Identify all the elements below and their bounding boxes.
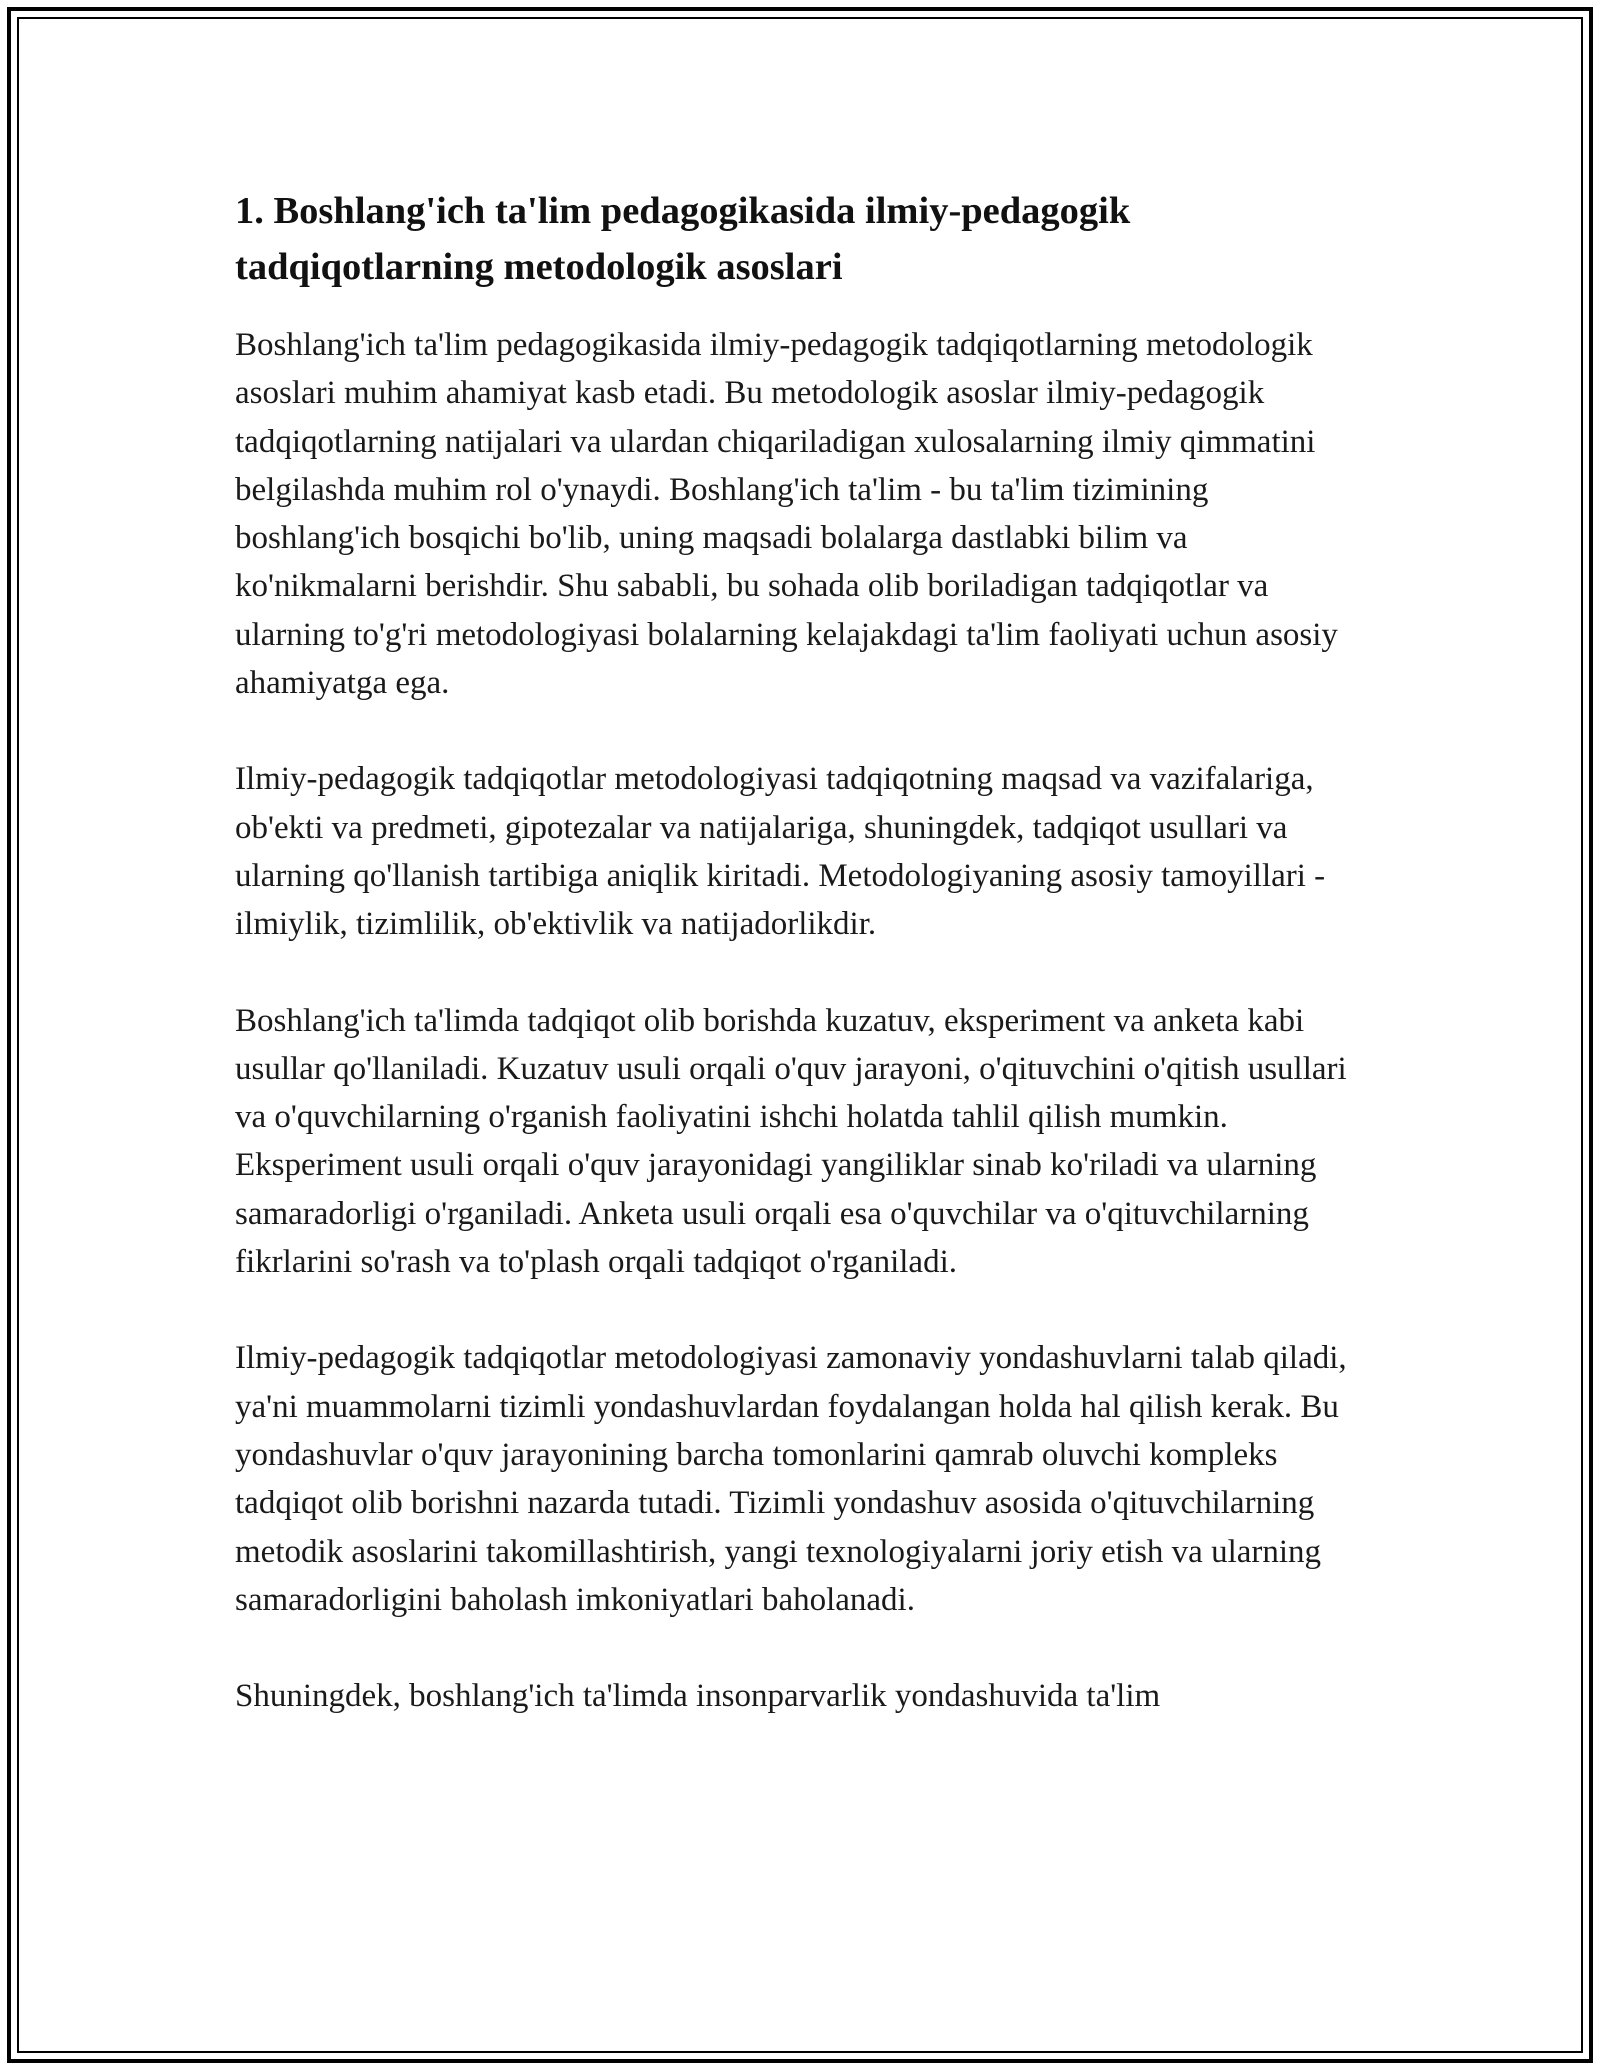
paragraph-5: Shuningdek, boshlang'ich ta'limda insonparvarlik yondashuvida ta'lim [235, 1678, 1161, 1715]
paragraph-2: Ilmiy-pedagogik tadqiqotlar metodologiyasi tadqiqotning maqsad va vazifalariga, ob'ekti va predmeti, gipotezalar va natijalariga, shuningdek, tadqiqot usullari va ularning qo'llanish tartibiga aniqlik kiritadi. Metodologiyaning asosiy tamoyillari - ilmiylik, tizimlilik, ob'ektivlik va natijadorlikdir. [235, 761, 1326, 943]
document-body [235, 183, 1375, 1768]
paragraph-3: Boshlang'ich ta'limda tadqiqot olib borishda kuzatuv, eksperiment va anketa kabi usullar qo'llaniladi. Kuzatuv usuli orqali o'quv jarayoni, o'qituvchini o'qitish usullari va o'quvchilarning o'rganish faoliyatini ishchi holatda tahlil qilish mumkin. Eksperiment usuli orqali o'quv jarayonidagi yangiliklar sinab ko'riladi va ularning samaradorligi o'rganiladi. Anketa usuli orqali esa o'quvchilar va o'qituvchilarning fikrlarini so'rash va to'plash orqali tadqiqot o'rganiladi. [235, 1002, 1347, 1281]
paragraph-1: Boshlang'ich ta'lim pedagogikasida ilmiy-pedagogik tadqiqotlarning metodologik asoslari muhim ahamiyat kasb etadi. Bu metodologik asoslar ilmiy-pedagogik tadqiqotlarning natijalari va ulardan chiqariladigan xulosalarning ilmiy qimmatini belgilashda muhim rol o'ynaydi. Boshlang'ich ta'lim - bu ta'lim tizimining boshlang'ich bosqichi bo'lib, uning maqsadi bolalarga dastlabki bilim va ko'nikmalarni berishdir. Shu sababli, bu sohada olib boriladigan tadqiqotlar va ularning to'g'ri metodologiyasi bolalarning kelajakdagi ta'lim faoliyati uchun asosiy ahamiyatga ega. [235, 327, 1338, 702]
section-heading: 1. Boshlang'ich ta'lim pedagogikasida ilmiy-pedagogik tadqiqotlarning metodologik asoslari [235, 190, 1131, 288]
paragraph-4: Ilmiy-pedagogik tadqiqotlar metodologiyasi zamonaviy yondashuvlarni talab qiladi, ya'ni muammolarni tizimli yondashuvlardan foydalangan holda hal qilish kerak. Bu yondashuvlar o'quv jarayonining barcha tomonlarini qamrab oluvchi kompleks tadqiqot olib borishni nazarda tutadi. Tizimli yondashuv asosida o'qituvchilarning metodik asoslarini takomillashtirish, yangi texnologiyalarni joriy etish va ularning samaradorligini baholash imkoniyatlari baholanadi. [235, 1340, 1347, 1618]
